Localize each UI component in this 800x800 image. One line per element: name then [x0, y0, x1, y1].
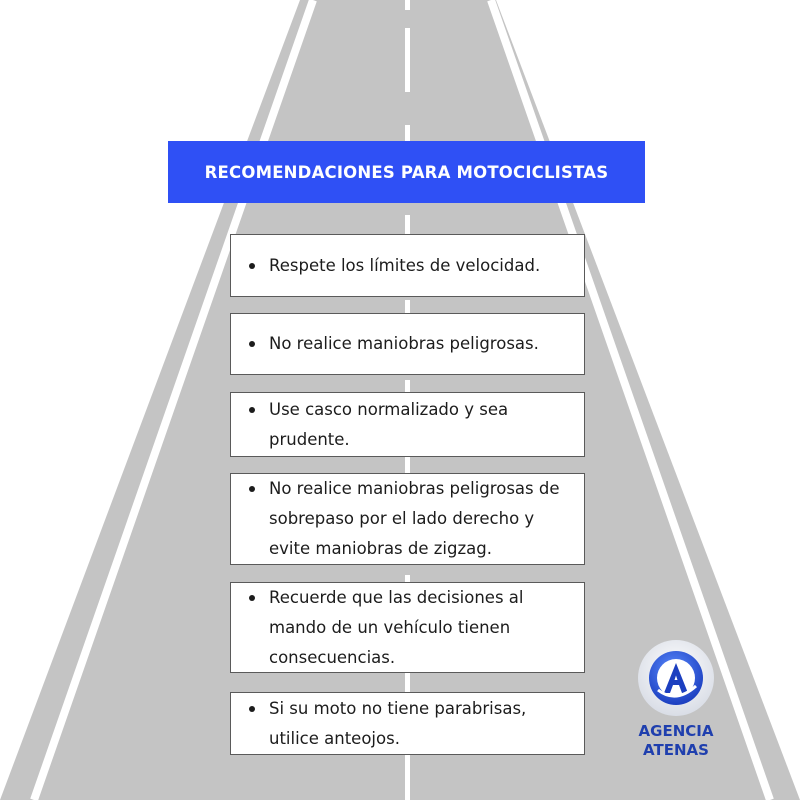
recommendation-card: [230, 582, 585, 673]
recommendation-overtaking: No realice maniobras peligrosas de sobrepaso por el lado derecho y evite maniobras de zigzag.: [269, 474, 580, 564]
recommendation-card: [230, 692, 585, 755]
logo-wordmark: [626, 722, 726, 760]
recommendation-goggles: Si su moto no tiene parabrisas, utilice anteojos.: [269, 694, 580, 754]
logo-name-line1: AGENCIA: [638, 722, 714, 740]
recommendation-card: [230, 392, 585, 457]
title-banner: [168, 141, 645, 203]
page-title: RECOMENDACIONES PARA MOTOCICLISTAS: [204, 162, 609, 182]
recommendation-card: [230, 234, 585, 297]
recommendation-decisions: Recuerde que las decisiones al mando de un vehículo tienen consecuencias.: [269, 583, 580, 673]
recommendation-helmet: Use casco normalizado y sea prudente.: [269, 395, 580, 455]
recommendation-no-dangerous-maneuvers: No realice maniobras peligrosas.: [269, 329, 580, 359]
logo-name-line2: ATENAS: [643, 741, 709, 759]
recommendation-speed-limits: Respete los límites de velocidad.: [269, 251, 580, 281]
agencia-atenas-logo-icon: [636, 638, 716, 718]
recommendation-card: [230, 473, 585, 565]
recommendation-card: [230, 313, 585, 375]
